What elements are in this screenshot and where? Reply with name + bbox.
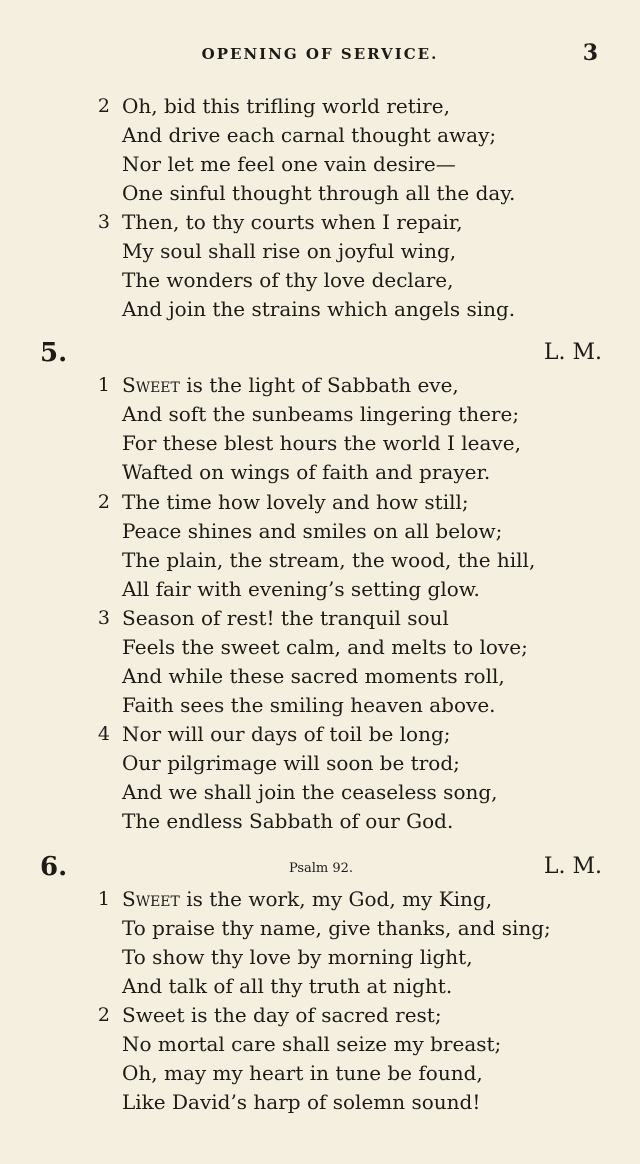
first-line-rest: is the light of Sabbath eve, bbox=[179, 373, 459, 397]
verse-line: All fair with evening’s setting glow. bbox=[122, 577, 480, 601]
verse-line: To praise thy name, give thanks, and sing; bbox=[122, 916, 551, 940]
stanza-number: 1 bbox=[97, 888, 110, 910]
verse-line: And we shall join the ceaseless song, bbox=[122, 780, 498, 804]
stanza-number: 3 bbox=[97, 211, 110, 233]
stanza-number: 3 bbox=[97, 607, 110, 629]
running-title: OPENING OF SERVICE. bbox=[201, 45, 439, 63]
first-word: Sweet bbox=[122, 887, 180, 911]
verse-line bbox=[122, 371, 622, 400]
hymn-source: Psalm 92. bbox=[288, 861, 354, 876]
first-word: Sweet bbox=[122, 373, 180, 397]
verse-line: My soul shall rise on joyful wing, bbox=[122, 239, 457, 263]
verse-line: The plain, the stream, the wood, the hill, bbox=[122, 548, 536, 572]
hymn-meter: L. M. bbox=[543, 854, 602, 879]
verse-line: Nor will our days of toil be long; bbox=[122, 722, 451, 746]
first-line-rest: is the work, my God, my King, bbox=[179, 887, 493, 911]
hymn-number: 5. bbox=[40, 338, 68, 368]
stanza-number: 2 bbox=[97, 1004, 110, 1026]
hymn-6-header bbox=[40, 850, 602, 884]
hymn-meter: L. M. bbox=[543, 340, 602, 365]
verse-line bbox=[122, 885, 622, 914]
stanza-number: 1 bbox=[97, 374, 110, 396]
verse-line: The endless Sabbath of our God. bbox=[122, 809, 454, 833]
verse-line: Like David’s harp of solemn sound! bbox=[122, 1090, 481, 1114]
verse-line: Oh, may my heart in tune be found, bbox=[122, 1061, 483, 1085]
verse-line: Feels the sweet calm, and melts to love; bbox=[122, 635, 528, 659]
verse-line: The time how lovely and how still; bbox=[122, 490, 469, 514]
verse-line: Faith sees the smiling heaven above. bbox=[122, 693, 496, 717]
stanza-number: 2 bbox=[97, 491, 110, 513]
verse-line: Our pilgrimage will soon be trod; bbox=[122, 751, 460, 775]
verse-line: And join the strains which angels sing. bbox=[122, 297, 516, 321]
hymn-number: 6. bbox=[40, 852, 68, 882]
verse-line: And drive each carnal thought away; bbox=[122, 123, 497, 147]
verse-line: One sinful thought through all the day. bbox=[122, 181, 516, 205]
running-header bbox=[0, 40, 640, 70]
verse-line: The wonders of thy love declare, bbox=[122, 268, 454, 292]
stanza-number: 4 bbox=[97, 723, 110, 745]
verse-line: Season of rest! the tranquil soul bbox=[122, 606, 449, 630]
verse-line: To show thy love by morning light, bbox=[122, 945, 473, 969]
verse-line: Oh, bid this trifling world retire, bbox=[122, 94, 450, 118]
verse-line: Nor let me feel one vain desire— bbox=[122, 152, 456, 176]
verse-line: Then, to thy courts when I repair, bbox=[122, 210, 463, 234]
verse-line: And talk of all thy truth at night. bbox=[122, 974, 453, 998]
verse-line: Wafted on wings of faith and prayer. bbox=[122, 460, 491, 484]
verse-line: And while these sacred moments roll, bbox=[122, 664, 505, 688]
page-number: 3 bbox=[582, 40, 598, 66]
hymn-5-header bbox=[40, 336, 602, 370]
verse-line: Peace shines and smiles on all below; bbox=[122, 519, 503, 543]
verse-line: And soft the sunbeams lingering there; bbox=[122, 402, 520, 426]
verse-line: Sweet is the day of sacred rest; bbox=[122, 1003, 442, 1027]
verse-line: For these blest hours the world I leave, bbox=[122, 431, 521, 455]
stanza-number: 2 bbox=[97, 95, 110, 117]
verse-line: No mortal care shall seize my breast; bbox=[122, 1032, 502, 1056]
